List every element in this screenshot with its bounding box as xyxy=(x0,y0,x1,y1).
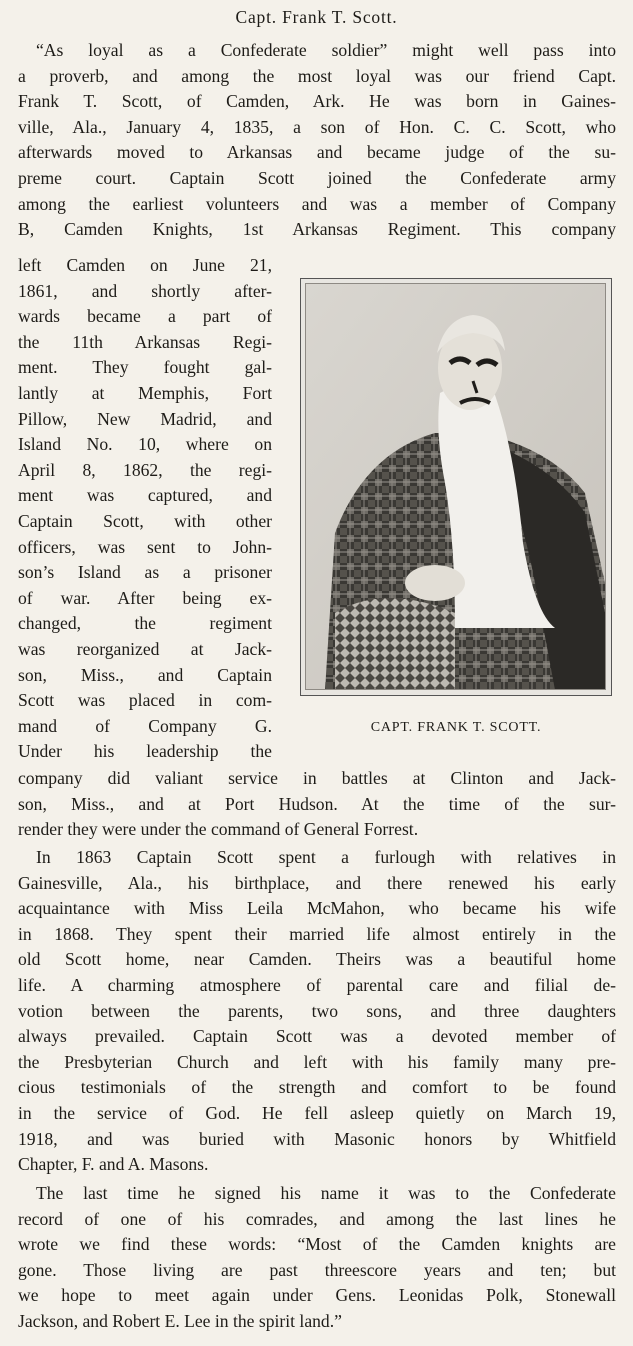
text-line: always prevailed. Captain Scott was a devoted member of xyxy=(18,1026,616,1047)
text-line: record of one of his comrades, and among the last lines he xyxy=(18,1208,616,1229)
text-line: was reorganized at Jack- xyxy=(18,638,272,659)
text-line: mand of Company G. xyxy=(18,715,272,736)
text-line: left Camden on June 21, xyxy=(18,255,272,275)
text-line: 1918, and was buried with Masonic honors by Whitfield xyxy=(18,1128,616,1149)
text-line: afterwards moved to Arkansas and became judge of the su- xyxy=(18,142,616,163)
text-line: April 8, 1862, the regi- xyxy=(18,459,272,480)
text-line: life. A charming atmosphere of parental care and filial de- xyxy=(18,974,616,995)
text-line: gone. Those living are past threescore years and ten; but xyxy=(18,1259,616,1280)
text-line: ville, Ala., January 4, 1835, a son of Hon. C. C. Scott, who xyxy=(18,116,616,137)
text-line: Frank T. Scott, of Camden, Ark. He was born in Gaines- xyxy=(18,91,616,112)
paragraph-continuation xyxy=(18,766,616,843)
text-line: company did valiant service in battles at Clinton and Jack- xyxy=(18,768,616,788)
text-line: “As loyal as a Confederate soldier” might well pass into xyxy=(36,40,616,60)
text-line: Under his leadership the xyxy=(18,741,272,762)
text-line: officers, was sent to John- xyxy=(18,536,272,557)
text-line: votion between the parents, two sons, and three daughters xyxy=(18,1000,616,1021)
text-line: Pillow, New Madrid, and xyxy=(18,408,272,429)
running-header: Capt. Frank T. Scott. xyxy=(235,7,398,27)
text-line: Captain Scott, with other xyxy=(18,510,272,531)
text-line: Scott was placed in com- xyxy=(18,690,272,711)
text-line: Island No. 10, where on xyxy=(18,434,272,455)
text-line: The last time he signed his name it was to the Confederate xyxy=(36,1183,616,1203)
photo-caption: CAPT. FRANK T. SCOTT. xyxy=(370,720,542,735)
text-line: ment was captured, and xyxy=(18,485,272,506)
text-line: the 11th Arkansas Regi- xyxy=(18,331,272,352)
text-line: son, Miss., and at Port Hudson. At the time of the sur- xyxy=(18,793,616,814)
text-line: we hope to meet again under Gens. Leonidas Polk, Stonewall xyxy=(18,1285,616,1306)
text-line: old Scott home, near Camden. Theirs was a beautiful home xyxy=(18,949,616,970)
wrapped-column-text xyxy=(18,253,272,765)
text-line: of war. After being ex- xyxy=(18,587,272,608)
text-line: wards became a part of xyxy=(18,306,272,327)
text-line: son’s Island as a prisoner xyxy=(18,562,272,583)
text-line: among the earliest volunteers and was a member of Company xyxy=(18,193,616,214)
text-line: acquaintance with Miss Leila McMahon, who became his wife xyxy=(18,898,616,919)
text-line: B, Camden Knights, 1st Arkansas Regiment. This company xyxy=(18,219,616,240)
paragraph-intro xyxy=(18,38,616,243)
text-line: a proverb, and among the most loyal was our friend Capt. xyxy=(18,65,616,86)
text-line: in 1868. They spent their married life almost entirely in the xyxy=(18,923,616,944)
text-line: wrote we find these words: “Most of the Camden knights are xyxy=(18,1234,616,1255)
text-line: In 1863 Captain Scott spent a furlough with relatives in xyxy=(36,847,616,867)
text-line: Jackson, and Robert E. Lee in the spirit land.” xyxy=(18,1310,342,1331)
portrait-image xyxy=(305,283,606,690)
paragraph-family xyxy=(18,845,616,1178)
text-line: changed, the regiment xyxy=(18,613,272,634)
text-line: in the service of God. He fell asleep quietly on March 19, xyxy=(18,1102,616,1123)
text-line: the Presbyterian Church and left with his family many pre- xyxy=(18,1051,616,1072)
text-line: cious testimonials of the strength and comfort to be found xyxy=(18,1077,616,1098)
text-line: son, Miss., and Captain xyxy=(18,664,272,685)
text-line: ment. They fought gal- xyxy=(18,357,272,378)
text-line: render they were under the command of General Forrest. xyxy=(18,819,419,840)
text-line: preme court. Captain Scott joined the Confederate army xyxy=(18,167,616,188)
text-line: Chapter, F. and A. Masons. xyxy=(18,1154,209,1175)
portrait-photo xyxy=(300,278,612,696)
text-line: lantly at Memphis, Fort xyxy=(18,382,272,403)
text-line: Gainesville, Ala., his birthplace, and there renewed his early xyxy=(18,872,616,893)
paragraph-last-words xyxy=(18,1181,616,1335)
text-line: 1861, and shortly after- xyxy=(18,280,272,301)
